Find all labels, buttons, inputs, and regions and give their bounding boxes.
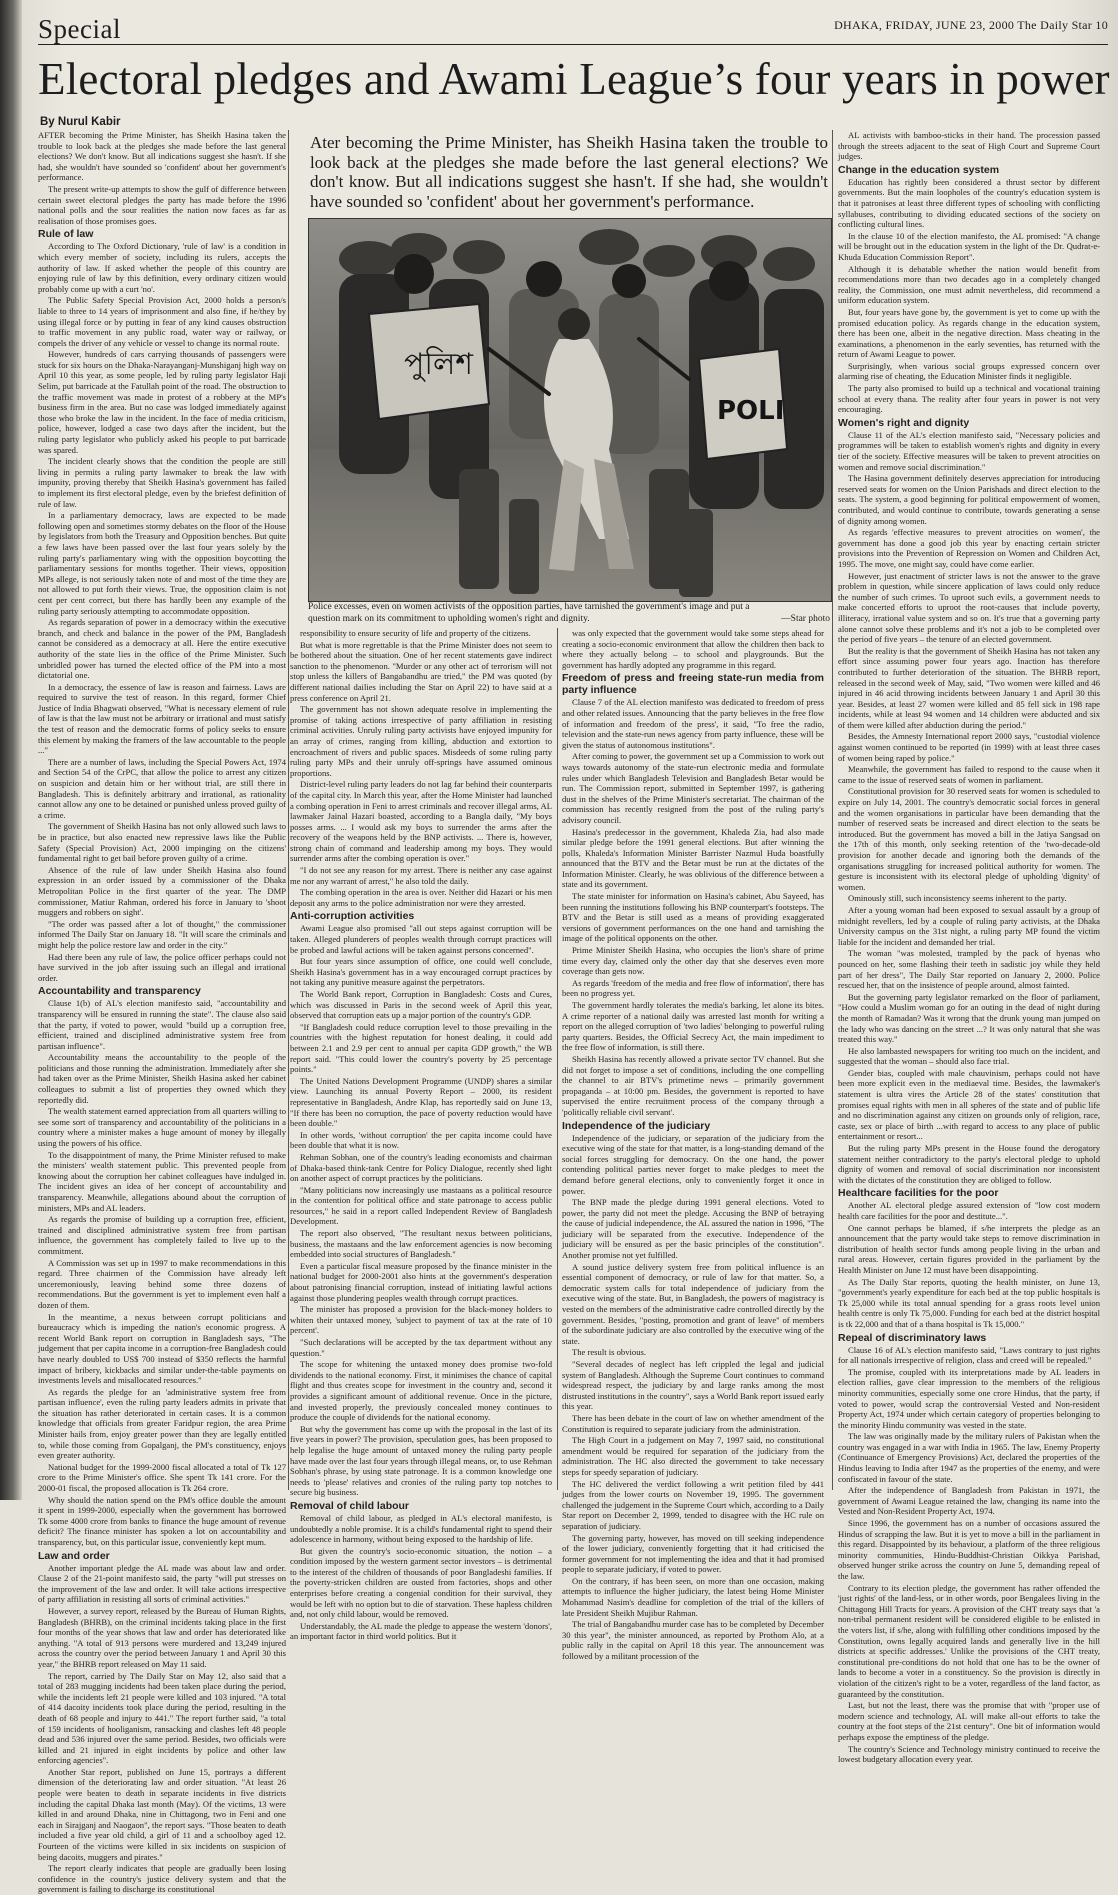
paragraph: Besides, the Amnesty International report 2000 says, "custodial violence against women continued to be reported (in 1999) with at least three cases of women being raped by police." (838, 731, 1100, 763)
photo-caption: Police excesses, even on women activists of the opposition parties, have tarnished the government's image and put a question mark on its commitment to upholding women's right and dignity. (308, 602, 750, 624)
paragraph: The country's Science and Technology ministry continued to receive the lowest budgetary allocation every year. (838, 1743, 1100, 1765)
svg-text:পুলিশ: পুলিশ (404, 347, 474, 382)
paragraph: Had there been any rule of law, the police officer perhaps could not have survived in the job after issuing such an illegal and irrational order. (38, 951, 286, 983)
column-rule (557, 628, 558, 1490)
paragraph: However, hundreds of cars carrying thousands of passengers were stuck for six hours on the Dhaka-Narayanganj-Munshiganj high way on April 10 this year, as some people, led by ruling party legislator Haji Selim, put barricade at the Fatullah point of the road. The obstruction to the traffic movement was made in protest of a robbery at the MP's business firm in the area. But no case was lodged immediately against those who broke the law in the incident. In the face of media criticism, police, however, lodged a case two days after the incident, but the ruling party legislator who publicly asked his people to put barricade was spared. (38, 349, 286, 455)
paragraph: The present write-up attempts to show the gulf of difference between certain sweet electoral pledges the party has made before the 1996 national polls and the sour realities the nation now faces as far as realisation of those promises goes. (38, 183, 286, 226)
paragraph: According to The Oxford Dictionary, 'rule of law' is a condition in which every member of society, including its rulers, accepts the authority of law. If asked whether the people of this country are enjoying rule of law by this definition, every ordinary citizen would probably come up with a curt 'no'. (38, 241, 286, 294)
paragraph: The report also observed, "The resultant nexus between politicians, business, the mastaans and the law enforcement agencies is now becoming embedded into social structures of Bangladesh." (290, 1228, 552, 1260)
article-column-4 (838, 130, 1100, 1765)
dateline: DHAKA, FRIDAY, JUNE 23, 2000 The Daily Star 10 (834, 18, 1108, 32)
photo-caption-block (308, 602, 830, 625)
paragraph: Last, but not the least, there was the promise that with "proper use of modern science and technology, AL will make all-out efforts to take the country at the foot steps of the 21st century". One bit of information would perhaps expose the emptiness of the pledge. (838, 1700, 1100, 1742)
paragraph: After a young woman had been exposed to sexual assault by a group of midnight revellers, led by a couple of ruling party activists, at the Dhaka University campus on the 31st night, a ruling party MP found the victim liable for the incident and demanded her trial. (838, 904, 1100, 947)
paragraph: But the governing party legislator remarked on the floor of parliament, "How could a Muslim woman go for an outing in the dead of night during the month of Ramadan? Was it wrong that the drunk young man jumped on the lady who was dancing on the street ...? It was only natural that she was treated this way." (838, 991, 1100, 1045)
paragraph: But given the country's socio-economic situation, the notion – a condition imposed by the western garment sector investors – is detrimental to the interest of the children of thousands of poor Bangladeshi families. If the poverty-stricken children are ousted from factories, shops and other enterprises before creating a congenial condition for their survival, they would be left with no option but to die of starvation. These hapless children and, not only child labour, would be removed. (290, 1545, 552, 1620)
paragraph: The trial of Bangabandhu murder case has to be completed by December 30 this year", the minister announced, as reported by Prothom Alo, at a public rally in the capital on April 18 this year. The announcement was followed by a militant procession of the (562, 1619, 824, 1662)
paragraph: "Several decades of neglect has left crippled the legal and judicial system of Bangladesh. Although the Supreme Court continues to command widespread respect, the judiciary by and large ranks among the most distrusted institutions in the country", says a World Bank report issued early this year. (562, 1359, 824, 1412)
paragraph: Awami League also promised "all out steps against corruption will be taken. Alleged plunderers of peoples wealth through corrupt practices will be probed and lawful actions will be taken against persons concerned". (290, 923, 552, 955)
paragraph: But the ruling party MPs present in the House found the derogatory statement neither contradictory to the party's electoral pledge to uphold dignity of women and removal of social discrimination nor inconsistent with the dictates of the constitution they are obliged to follow. (838, 1143, 1100, 1185)
paragraph: "If Bangladesh could reduce corruption level to those prevailing in the countries with the highest reputation for honest dealing, it could add between 2.1 and 2.9 per cent to annual per capita GDP growth," the WB report said. "This could lower the country's poverty by 25 percentage points." (290, 1021, 552, 1075)
subheading: Law and order (38, 1549, 110, 1562)
paragraph: The government hardly tolerates the media's barking, let alone its bites. A crime reporter of a national daily was arrested last month for writing a report on the alleged corruption of 'two ladies' belonging to powerful ruling party quarters. Besides, the Official Secrecy Act, the main impediment to the free flow of information, is still there. (562, 1000, 824, 1053)
paragraph: Surprisingly, when various social groups expressed concern over alarming rise of cheating, the Education Minister finds it negligible. (838, 360, 1100, 382)
paragraph: In a parliamentary democracy, laws are expected to be made following open and sometimes stormy debates on the floor of the House by legislators from both the Treasury and Opposition benches. But quite a few laws have been passed over the last four years solely by the ruling party's parliamentary wing with the opposition boycotting the parliamentary sessions for months together. Their views, opposition MPs allege, is not seriously taken note of and most of the time they are not allowed to put forth their views. True, the opposition claim is not cent per cent correct, but there has hardly been any example of the ruling party seriously attempting to accommodate opposition. (38, 510, 286, 616)
paragraph: There are a number of laws, including the Special Powers Act, 1974 and Section 54 of the CrPC, that allow the police to arrest any citizen on suspicion and detain him or her without trial, are still there in Bangladesh. This is definitely arbitrary and irrational, as rationality cannot allow any one to be detained or punished unless proved guilty of a crime. (38, 756, 286, 820)
paragraph: But the reality is that the government of Sheikh Hasina has not taken any effort since assuming power four years ago. Inaction has therefore contributed to further deterioration of the situation. The BHRB report, released in the second week of May, said, "Two women were killed and 46 injured in 46 acid throwing incidents between January 1 and April 30 this year. Besides, at least 27 women were killed and 85 fell sick in 198 rape incidents, while at least 94 women and 14 children were abducted and six of them were killed after abduction during the period." (838, 645, 1100, 730)
paragraph: Although it is debatable whether the nation would benefit from recommendations more than two decades ago in a completely changed reality, the Commission, one must admit nevertheless, did recommend a uniform education system. (838, 263, 1100, 306)
paragraph: "Such declarations will be accepted by the tax department without any question." (290, 1337, 552, 1358)
paragraph: In other words, 'without corruption' the per capita income could have been double that what it is now. (290, 1129, 552, 1151)
paragraph: "Many politicians now increasingly use mastaans as a political resource in the contention for political office and state patronage to access public resources," he said in a report called Independent Review of Bangladesh Development. (290, 1184, 552, 1227)
paragraph: Another AL electoral pledge assured extension of "low cost modern health care facilities for the poor and destitute...". (838, 1200, 1100, 1221)
paragraph: The Hasina government definitely deserves appreciation for introducing reserved seats for women on the Union Parishads and direct election to the seats. The system, a good beginning for political empowerment of women, contributed, and would continue to contribute, towards generating a sense of dignity among women. (838, 473, 1100, 526)
news-photo (308, 218, 832, 602)
subheading: Rule of law (38, 228, 94, 241)
paragraph: Prime Minister Sheikh Hasina, who occupies the lion's share of prime time every day, claimed only the other day that she deserves even more coverage than gets now. (562, 945, 824, 977)
paragraph: "The order was passed after a lot of thought," the commissioner informed The Daily Star on January 18. "It will scare the criminals and might help the police restore law and order in the city." (38, 918, 286, 950)
paragraph: Education has rightly been considered a thrust sector by different governments. But the main loopholes of the country's education system is that it patronises at least three different types of schooling with conflicting syllabuses, contributing to dividing educated sections of the society on conflicting cultural lines. (838, 176, 1100, 230)
column-rule (832, 130, 833, 1490)
paragraph: The state minister for information on Hasina's cabinet, Abu Sayeed, has been running the institutions following his BNP counterpart's footsteps. The BTV and the Betar is still used as a means of providing exaggerated versions of government performances on the one hand and tarnishing the image of the political opponents on the other. (562, 891, 824, 944)
paragraph: Rehman Sobhan, one of the country's leading economists and chairman of Dhaka-based think-tank Centre for Policy Dialogue, recently shed light on another aspect of corrupt practices by the politicians. (290, 1151, 552, 1184)
paragraph: AL activists with bamboo-sticks in their hand. The procession passed through the streets adjacent to the seat of High Court and Supreme Court judges. (838, 130, 1100, 162)
paragraph: As regards the pledge for an 'administrative system free from partisan influence', even the ruling party leaders admits in private that the situation has rather deteriorated in certain cases. It is a common knowledge that officials from greater Faridpur region, the area Prime Minister hails from, enjoy greater power than they are legally entitled to, while those coming from Gopalganj, the PM's constituency, enjoys even greater authority. (38, 1386, 286, 1461)
paragraph: But why the government has come up with the proposal in the last of its five years in power? The provision, speculation goes, has been proposed to help legalise the huge amount of untaxed money the ruling party people have made over the last four years through illegal means, or, to use Rehman Sobhan's phrase, by using state patronage. It is a common knowledge one needs to 'please' relatives and cronies of the ruling party top notches to secure big business. (290, 1423, 552, 1498)
byline: By Nurul Kabir (40, 116, 121, 128)
article-column-2 (290, 628, 552, 1642)
paragraph: Understandably, the AL made the pledge to appease the western 'donors', an important factor in third world politics. But it (290, 1620, 552, 1642)
paragraph: As regards the promise of building up a corruption free, efficient, trained and disciplined administrative system free from partisan influence, the government has completely failed to live up to the commitment. (38, 1214, 286, 1256)
paragraph: Even a particular fiscal measure proposed by the finance minister in the national budget for 2000-2001 also hints at the government's desperation about patronising financial corruption, instead of initiating lawful actions against those plundering peoples wealth through corrupt practices. (290, 1260, 552, 1303)
paragraph: Hasina's predecessor in the government, Khaleda Zia, had also made similar pledge before the 1991 general elections. But after winning the polls, Khaleda's Information Minister Barrister Nazmul Huda boastfully announced that the BTV and the Betar must be run at the dictates of the Information Minister. Clearly, he was oblivious of the difference between a state and its government. (562, 826, 824, 890)
paragraph: However, just enactment of stricter laws is not the answer to the grave problem in question, while sincere application of laws could only reduce the number of such crimes. To uproot such evils, a government needs to make concerted efforts to uproot the root-causes that include poverty, illiteracy, irrational value system and so on. It's true that a governing party alone cannot solve these problems and it's not a job to be completed over the period of five years – the tenure of an elected government. (838, 570, 1100, 645)
paragraph: The BNP made the pledge during 1991 general elections. Voted to power, the party did not meet the pledge. Accusing the BNP of betraying the cause of judicial independence, the AL assured the nation in 1996, "The judiciary will be separated from the executive. Independence of the judiciary will be ensured as per the basic principles of the constitution". Another promise not yet fulfilled. (562, 1197, 824, 1261)
paragraph: The law was originally made by the military rulers of Pakistan when the country was engaged in a war with India in 1965. The law, Enemy Property (Continuance of Emergency Provisions) Act, declared the properties of the Hindus leaving to India after 1947 as the properties of the enemy, and were confiscated in favour of the state. (838, 1431, 1100, 1484)
paragraph: Accountability means the accountability to the people of the politicians and those running the administration. Immediately after she had taken over as the Prime Minister, Sheikh Hasina asked her cabinet colleagues to submit a list of properties they owned which they reportedly did. (38, 1052, 286, 1105)
paragraph: In the clause 10 of the election manifesto, the AL promised: "A change will be brought out in the education system in the light of the Dr. Qudrat-e-Khuda Education Commission Report". (838, 230, 1100, 262)
paragraph: Meanwhile, the government has failed to respond to the cause when it came to the issue of reserved seats of women in parliament. (838, 764, 1100, 785)
paragraph: The incident clearly shows that the condition the people are still living in permits a ruling party lawmaker to break the law with impunity, proving thereby that Sheikh Hasina's government has failed to implement its first electoral pledge, even by the briefest definition of rule of law. (38, 456, 286, 509)
paragraph: Absence of the rule of law under Sheikh Hasina also found expression in an order issued by a commissioner of the Dhaka Metropolitan Police in the first quarter of the year. The DMP commissioner, Matiur Rahman, ordered his force in January to 'shoot muggers and robbers on sight'. (38, 864, 286, 918)
paragraph: Gender bias, coupled with male chauvinism, perhaps could not have been more explicit even in the mediaeval time. Besides, the lawmaker's statement is ultra vires the Article 28 of the states' constitution that promises equal rights with men in all spheres of the state and of public life and no discrimination against any citizen on grounds only of religion, race, caste, sex or place of birth ...with regard to access to any place of public entertainment or resort... (838, 1067, 1100, 1142)
paragraph: After the independence of Bangladesh from Pakistan in 1971, the government of Awami League retained the law, changing its name into the Vested and Non-Resident Property Act, 1974. (838, 1485, 1100, 1517)
paragraph: He also lambasted newspapers for writing too much on the incident, and suggested that the woman – should also face trial. (838, 1045, 1100, 1067)
paragraph: One cannot perhaps be blamed, if s/he interprets the pledge as an announcement that the party would take steps to remove discrimination in distribution of health sector funds among people living in the urban and rural areas. However, certain figures provided in the parliament by the Health Minister on June 12 must have been disappointing. (838, 1222, 1100, 1275)
paragraph: As regards 'effective measures to prevent atrocities on women', the government has done a good job this year by enacting certain stricter provisions into the Prevention of Repression on Women and Children Act, 1995. The move, one might say, could have come earlier. (838, 527, 1100, 569)
paragraph: In a democracy, the essence of law is reason and fairness. Laws are required to survive the test of reason. In this regard, former Chief Justice of India Bhagwati observed, "What is necessary element of rule of law is that the law must not be arbitrary or irrational and must satisfy the test of reason and the democratic forms of policy seeks to ensure this element by making the framers of the law accountable to the people ..." (38, 681, 286, 756)
paragraph: Clause 16 of AL's election manifesto said, "Laws contrary to just rights for all nationals irrespective of religion, class and creed will be repealed." (838, 1344, 1100, 1366)
paragraph: The United Nations Development Programme (UNDP) shares a similar view. Launching its annual Poverty Report – 2000, its resident representative in Bangladesh, Andre Klap, has reportedly said on June 13, "If there has been no corruption, the pace of poverty reduction would have been double." (290, 1075, 552, 1129)
paragraph: After coming to power, the government set up a Commission to work out ways towards autonomy of the state-run electronic media and formulate rules under which Bangladesh Television and Bangladesh Betar would be run. The Commission report, submitted in September 1997, is gathering dust in the shelves of the Prime Minister's secretariat. The chairman of the commission has recently resigned from the post of the ruling party's advisory council. (562, 751, 824, 825)
paragraph: Clause 1(b) of AL's election manifesto said, "accountability and transparency will be ensured in running the state". The clause also said that the party, if voted to power, would "build up a corruption free, efficient, trained and disciplined administrative system free from partisan influence". (38, 998, 286, 1051)
paragraph: There has been debate in the court of law on whether amendment of the Constitution is required to separate judiciary from the administration. (562, 1412, 824, 1434)
paragraph: The combing operation in the area is over. Neither did Hazari or his men deposit any arms to the police administration nor were they arrested. (290, 887, 552, 908)
pull-quote: Ater becoming the Prime Minister, has Sheikh Hasina taken the trouble to look back at the pledges she made before the last general elections? We don't know. But all indications suggest she hasn't. If she had, she wouldn't have sounded so 'confident' about her government's performance. (310, 133, 828, 211)
paragraph: AFTER becoming the Prime Minister, has Sheikh Hasina taken the trouble to look back at the pledges she made before the last general elections? We don't know. But all indications suggest she hasn't. If she had, she wouldn't have sounded so 'confident' about her government's performance. (38, 130, 286, 183)
paragraph: Constitutional provision for 30 reserved seats for women is scheduled to expire on July 14, 2001. The country's democratic social forces in general and the women organisations in particular have been demanding that the number of reserved seats be increased and direct election to the seats be introduced. But the government has moved a bill in the Jatiya Sangsad on the 17th of this month, only seeking retention of the 'two-decade-old provision for another decade and ignoring both the demands of the organisations struggling for increased political authority for women. The gesture is inconsistent with its electoral pledge of upholding 'dignity' of women. (838, 786, 1100, 892)
subheading: Freedom of press and freeing state-run media from party influence (562, 672, 824, 697)
paragraph: "I do not see any reason for my arrest. There is neither any case against me nor any warrant of arrest," he also told the daily. (290, 865, 552, 886)
paragraph: On the contrary, if has been seen, on more than one occasion, making attempts to influence the higher judiciary, the latest being Home Minister Mohammad Nasim's deadline for completion of the trial of the killers of late President Sheikh Mujibur Rahman. (562, 1575, 824, 1618)
article-column-3 (562, 628, 824, 1662)
masthead (38, 14, 1108, 45)
paragraph: The governing party, however, has moved on till seeking independence of the lower judiciary, conveniently forgetting that it had criticised the former government for not implementing the idea and that it had promised people to separate judiciary, if voted to power. (562, 1532, 824, 1575)
subheading: Change in the education system (838, 163, 1000, 176)
subheading: Healthcare facilities for the poor (838, 1187, 999, 1200)
paragraph: The government has not shown adequate resolve in implementing the promise of taking actions irrespective of party affiliation in resisting criminal activities. Unruly ruling party activists have enjoyed impunity for an array of crimes, ranging from killing, abduction and extortion to encroachment of rivers and public spaces. Misdeeds of some ruling party ruling party MPs and their unruly off-springs have assumed ominous proportions. (290, 704, 552, 778)
paragraph: The report clearly indicates that people are gradually been losing confidence in the country's justice delivery system and that the government is failing to discharge its constitutional (38, 1863, 286, 1895)
paragraph: Independence of the judiciary, or separation of the judiciary from the executive wing of the state for that matter, is a long-standing demand of the social forces struggling for democracy. On the one hand, the power contending political parties never forget to make pledges to meet the demand before general elections, only to conveniently forget it once in power. (562, 1132, 824, 1196)
paragraph: Clause 7 of the AL election manifesto was dedicated to freedom of press and other related issues. Announcing that the party believes in the free flow of information and freedom of the press', it said, "To free the radio, television and the state-run news agency from party influence, these will be given the status of autonomous institutions". (562, 697, 824, 750)
paragraph: National budget for the 1999-2000 fiscal allocated a total of Tk 127 crore to the Prime Minister's office. She spent Tk 141 crore. For the 2000-01 fiscal, the proposed allocation is Tk 264 crore. (38, 1461, 286, 1494)
paragraph: The Public Safety Special Provision Act, 2000 holds a person/s liable to three to 14 years of imprisonment and also fine, if he/they by using illegal force or by putting in fear of any kind causes obstruction to traffic movement in any public road, water way or railway, or compels the driver of any vehicle or vessel to change its normal route. (38, 295, 286, 348)
paragraph: But four years since assumption of office, one could well conclude, Sheikh Hasina's government has in a way encouraged corrupt practices by not taking any punitive measure against the perpetrators. (290, 956, 552, 988)
protest-police-photo-illustration (309, 219, 831, 601)
subheading: Accountability and transparency (38, 985, 201, 998)
paragraph: However, a survey report, released by the Bureau of Human Rights, Bangladesh (BHRB), on the criminal incidents taking place in the first four months of the year shows that law and order has deteriorated like anything. "A total of 913 persons were murdered and 13,249 injured across the country over the period between January 1 and April 30 this year," the BHRB report released on May 11 said. (38, 1605, 286, 1669)
paragraph: Ominously still, such inconsistency seems inherent to the party. (848, 893, 1067, 904)
paragraph: The minister has proposed a provision for the black-money holders to whiten their untaxed money, 'subject to payment of tax at the rate of 10 percent'. (290, 1304, 552, 1336)
paragraph: The scope for whitening the untaxed money does promise two-fold dividends to the national economy. First, it minimises the chance of capital flight and thus creates scope for investment in the country and, second it provides a significant amount of additional revenue. Once in the picture, and invested properly, the previously concealed money continues to produce the couple of dividends for the national economy. (290, 1359, 552, 1423)
paragraph: As regards 'freedom of the media and free flow of information', there has been no progress yet. (562, 977, 824, 999)
paragraph: The promise, coupled with its interpretations made by AL leaders in election rallies, gave clear impression to the members of the religious minority communities, especially some one crore Hindus, that the party, if voted to power, would scrap the controversial Vested and Non-resident Property Act, 1974 under which certain category of properties belonging to the minority Hindu community was vested in the state. (838, 1366, 1100, 1430)
paragraph: The HC delivered the verdict following a writ petition filed by 441 judges from the lower courts on November 19, 1995. The government challenged the judgement in the Supreme Court which, according to a Daily Star report on December 2, 1999, tended to disagree with the HC rule on separation of judiciary. (562, 1478, 824, 1531)
page-binding-edge (0, 0, 22, 1500)
column-rule (288, 130, 289, 1490)
paragraph: The woman "was molested, trampled by the pack of hyenas who pounced on her, some flashing their teeth in sadistic joy while they held part of her dress", The Daily Star reported on January 2, 2000. Police rescued her, that on the insistence of people around, almost fainted. (838, 948, 1100, 991)
photo-credit: —Star photo (781, 613, 830, 624)
subheading: Removal of child labour (290, 1499, 410, 1512)
paragraph: The World Bank report, Corruption in Bangladesh: Costs and Cures, which was discussed in Paris in the second week of April this year, observed that corruption eats up a major portion of the country's GDP. (290, 989, 552, 1021)
paragraph: The result is obvious. (572, 1347, 646, 1358)
paragraph: Why should the nation spend on the PM's office double the amount it spent in 1999-2000, especially when the government has borrowed Tk some 4000 crore from banks to finance the huge amount of revenue deficit? The finance minister has spoken a lot on accountability and transparency, but, on this particular issue, conveniently kept mum. (38, 1494, 286, 1547)
paragraph: Contrary to its election pledge, the government has rather offended the 'just rights' of the land-less, or in other words, poor Bengalees living in the Chittagong Hill Tracts for years. A provision of the CHT treaty says that 'a non-tribal permanent resident will be considered eligible to be enlisted in the voters list, if s/he, along with fulfilling other conditions imposed by the Constitution, owns legally acquired lands and generally live in the hill districts at specific addresses.' Unlike the provisions of the CHT treaty, constitutional pre-conditions do not hold that one has to be the owner of lands to become a voter in a constituency. So the provision is directly in violation of the citizen's right to be a voter, regardless of the land factor, as guaranteed by the constitution. (838, 1582, 1100, 1699)
subheading: Women's right and dignity (838, 416, 970, 429)
paragraph: Another Star report, published on June 15, portrays a different dimension of the deteriorating law and order situation. "At least 26 people were beaten to death in separate incidents in five districts including the capital Dhaka last month (May). Of the victims, 13 were killed in and around Dhaka, nine in Chittagong, two in Feni and one each in Sirajganj and Naogaon", the report says. "Those beaten to death included a five year old child, a girl of 11 and a schoolboy aged 12. Fourteen of the victims were killed in six incidents on suspicion of being dacoits, muggers and pirates." (38, 1766, 286, 1862)
paragraph: A Commission was set up in 1997 to make recommendations in this regard. Three chairmen of the Commission have already left unceremoniously, leaving behind some three dozens of recommendations. But the government is yet to implement even half a dozen of them. (38, 1257, 286, 1310)
paragraph: The government of Sheikh Hasina has not only allowed such laws to be in practice, but also enacted new repressive laws like the Public Safety (Special Provision) Act, 2000 impinging on the citizens' fundamental right to get bail before proven guilty of a crime. (38, 821, 286, 864)
paragraph: Since 1996, the government has on a number of occasions assured the Hindus of scrapping the law. But it is yet to move a bill in the parliament in this regard. Disappointed by its behaviour, a platform of the three religious minority communities, Hindu-Buddhist-Christian Oikkya Parishad, observed hunger strike across the country on June 5, demanding repeal of the law. (838, 1518, 1100, 1581)
subheading: Anti-corruption activities (290, 910, 415, 923)
subheading: Repeal of discriminatory laws (838, 1331, 987, 1344)
section-label: Special (38, 14, 121, 44)
paragraph: As regards separation of power in a democracy within the executive branch, and check and balance in the power of the PM, Bangladesh cannot be considered as a democracy at all. Here the entire executive authority of the state lies in the office of the Prime Minister. Such unbridled power has turned the elected office of the PM into a most dictatorial one. (38, 617, 286, 681)
paragraph: But, four years have gone by, the government is yet to come up with the promised education policy. As regards change in the education system, there has been one, albeit in the negative direction. Mass cheating in the examinations, a phenomenon in the early seventies, has returned with the return of Awami League to power. (838, 306, 1100, 360)
svg-text:POLI: POLI (717, 396, 785, 426)
paragraph: The party also promised to build up a technical and vocational training school at every thana. The reality after four years in power is not very encouraging. (838, 383, 1100, 415)
paragraph: To the disappointment of many, the Prime Minister refused to make the ministers' wealth statement public. This prevented people from knowing about the corruption her cabinet colleagues have indulged in. The incident gives an idea of her concept of accountability and transparency. Meanwhile, allegations abound about the corruption of ministers, MPs and AL leaders. (38, 1149, 286, 1213)
paragraph: A sound justice delivery system free from political influence is an essential component of democracy, or rule of law for that matter. So, a democratic system calls for total independence of judiciary from the executive wing of the state. But, in Bangladesh, the powers of magistracy is vested on the members of the administrative cadre controlled directly by the government. Besides, "posting, promotion and grant of leave" of members of the subordinate judiciary are also controlled by the executive wing of the state. (562, 1261, 824, 1346)
paragraph: The wealth statement earned appreciation from all quarters willing to see some sort of transparency and accountability of the politicians in a country where a minister makes a huge amount of money by illegally using the powers of his office. (38, 1106, 286, 1149)
paragraph: responsibility to ensure security of life and property of the citizens. (300, 628, 531, 638)
subheading: Independence of the judiciary (562, 1119, 711, 1132)
paragraph: But what is more regrettable is that the Prime Minister does not seem to be bothered about the situation. One of her recent statements gave indirect sanction to the phenomenon. "Murder or any other act of terrorism will not stop unless the killers of Bangabandhu are tried," the PM was quoted (by different national dailies including the Star on April 22) to have said at a press conference on April 21. (290, 639, 552, 703)
article-column-1 (38, 130, 286, 1895)
paragraph: Removal of child labour, as pledged in AL's electoral manifesto, is undoubtedly a noble promise. It is a child's fundamental right to spend their adolescence in harmony, without being exposed to the hardship of life. (290, 1512, 552, 1545)
paragraph: As The Daily Star reports, quoting the health minister, on June 13, "government's yearly expenditure for each bed at the top public hospitals is Tk 25,000 while its total annual spending for a grass roots level union health centre is only Tk 75,000. Funding for each bed at the district hospital is tk 22,000 and that of a thana hospital is Tk 15,000." (838, 1276, 1100, 1329)
paragraph: Clause 11 of the AL's election manifesto said, "Necessary policies and programmes will be taken to establish women's rights and dignity in every tier of the society. Effective measures will be taken to prevent atrocities on women and remove social discrimination." (838, 429, 1100, 472)
paragraph: District-level ruling party leaders do not lag far behind their counterparts of the capital city. In March this year, after the Home Minister had launched a combing operation in Feni to arrest criminals and recover illegal arms, AL lawmaker Jainal Hazari boasted, according to a Bangla daily, "My boys posses arms. ... I would ask my boys to surrender the arms after the recovery of the weapons held by the BNP activists. ... There is, however, strong chain of command and leadership among my boys. They would surrender arms after the combing operation is over." (290, 779, 552, 864)
headline: Electoral pledges and Awami League’s four years in power (38, 54, 1110, 104)
paragraph: The High Court in a judgement on May 7, 1997 said, no constitutional amendment would be required for separation of the judiciary from the administration. The HC also directed the government to take necessary steps for speedy separation of judiciary. (562, 1435, 824, 1477)
paragraph: In the meantime, a nexus between corrupt politicians and bureaucracy which is impeding the nation's economic progress. A recent World Bank report on corruption in Bangladesh says, "The judgement that per capita income in a corruption-free Bangladesh could have nearly doubled to US$ 700 instead of $350 reflects the harmful impact of bribery, kickbacks and similar under-the-table payments on investments levels and misallocated resources." (38, 1311, 286, 1386)
paragraph: Sheikh Hasina has recently allowed a private sector TV channel. But she did not forget to impose a set of conditions, including the one compelling the channel to air BTV's primetime news – primarily government propaganda – at 10:00 pm. Besides, the government is reported to have supervised the entire recruitment process of the company through a 'politically reliable civil servant'. (562, 1053, 824, 1117)
paragraph: was only expected that the government would take some steps ahead for creating a socio-economic environment that allow the children then back to where they actually belong – to school and playgrounds. But the government has hardly adopted any programme in this regard. (562, 628, 824, 670)
paragraph: Another important pledge the AL made was about law and order. Clause 2 of the 21-point manifesto said, the party "will put stresses on the improvement of the law and order. It will take actions irrespective of party affiliation in resisting all sorts of criminal activities." (38, 1562, 286, 1605)
paragraph: The report, carried by The Daily Star on May 12, also said that a total of 283 mugging incidents had been taken place during the period, while the incidents left 21 people were killed and 103 injured. "A total of 414 dacoity incidents took place during the period, resulting in the death of 68 people and injury to 441." The report further said, "a total of 159 incidents of hooliganism, ransacking and clashes left 48 people dead and 536 injured over the same period. Besides, two officials were killed and 21 injured in eight incidents by police and other law enforcing agencies". (38, 1670, 286, 1766)
